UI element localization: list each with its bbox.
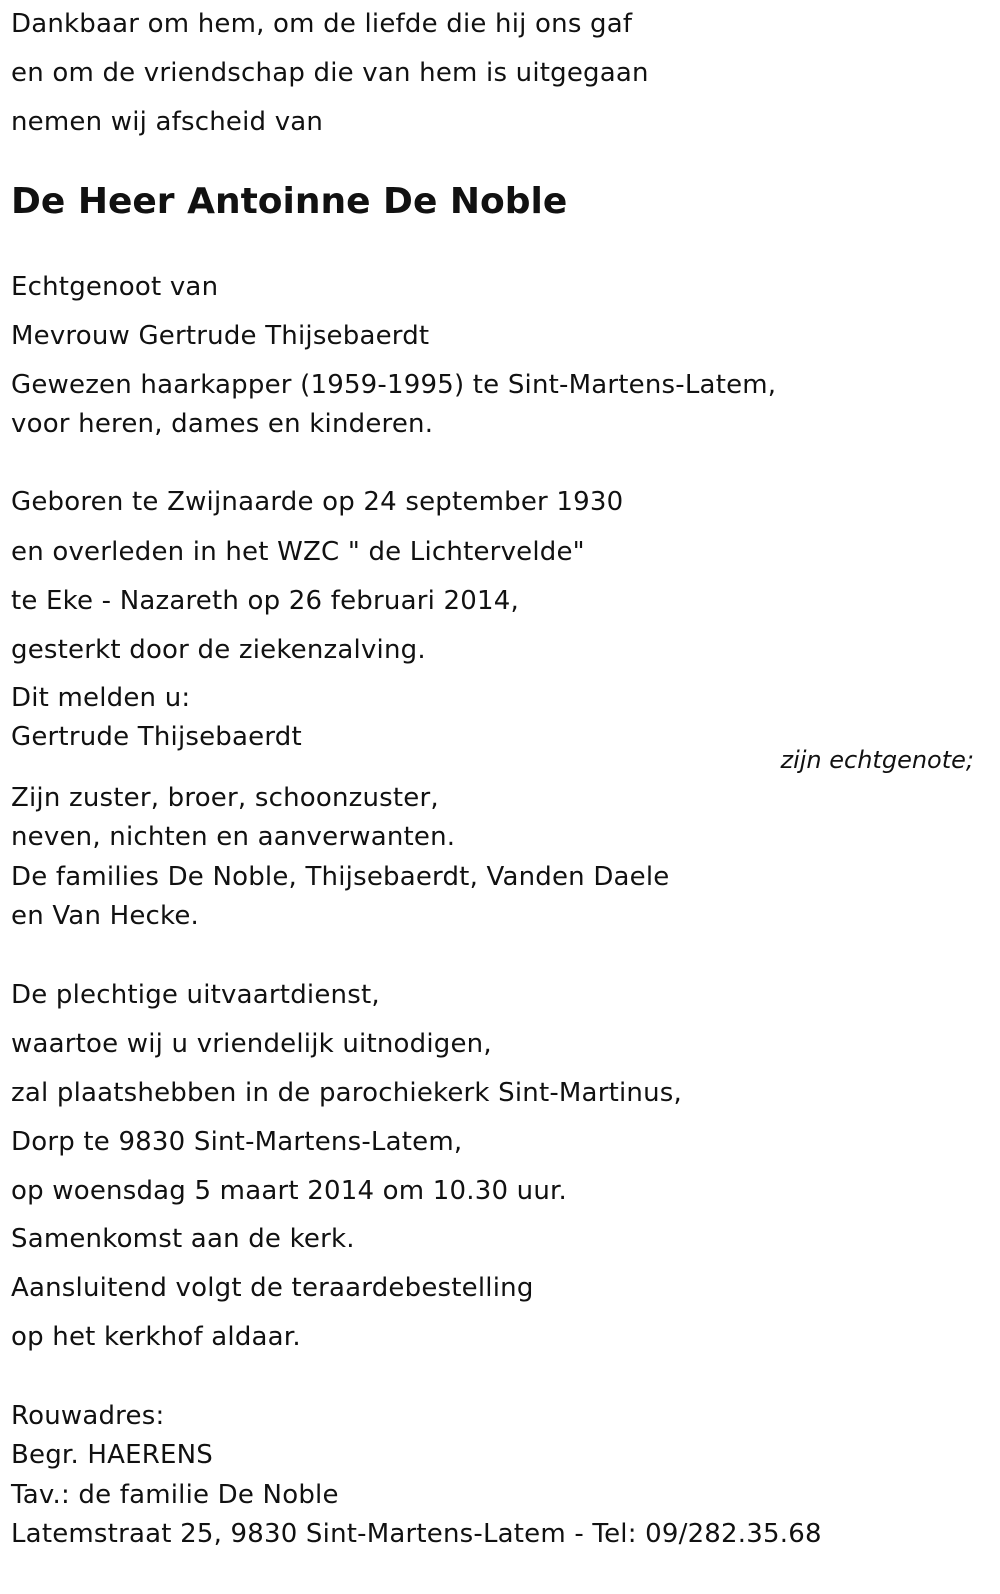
death-date-line: te Eke - Nazareth op 26 februari 2014, — [11, 586, 519, 616]
family-line-2: neven, nichten en aanverwanten. — [11, 822, 456, 852]
ceremony-line-1: De plechtige uitvaartdienst, — [11, 980, 380, 1010]
ceremony-line-4: Dorp te 9830 Sint-Martens-Latem, — [11, 1127, 463, 1157]
address-street-phone: Latemstraat 25, 9830 Sint-Martens-Latem - Tel: 09/282.35.68 — [11, 1519, 822, 1549]
profession-line-2: voor heren, dames en kinderen. — [11, 409, 434, 439]
announcers-intro: Dit melden u: — [11, 683, 191, 713]
address-label: Rouwadres: — [11, 1401, 165, 1431]
ceremony-line-3: zal plaatshebben in de parochiekerk Sint-Martinus, — [11, 1078, 682, 1108]
address-attention: Tav.: de familie De Noble — [11, 1480, 339, 1510]
spouse-intro: Echtgenoot van — [11, 272, 219, 302]
family-line-4: en Van Hecke. — [11, 901, 200, 931]
family-line-3: De families De Noble, Thijsebaerdt, Vanden Daele — [11, 862, 670, 892]
sacrament-line: gesterkt door de ziekenzalving. — [11, 635, 426, 665]
ceremony-line-2: waartoe wij u vriendelijk uitnodigen, — [11, 1029, 492, 1059]
ceremony-line-8: op het kerkhof aldaar. — [11, 1322, 301, 1352]
ceremony-line-6: Samenkomst aan de kerk. — [11, 1224, 355, 1254]
intro-line-3: nemen wij afscheid van — [11, 107, 324, 137]
intro-line-2: en om de vriendschap die van hem is uitgegaan — [11, 58, 649, 88]
widow-role: zijn echtgenote; — [780, 746, 974, 774]
birth-line: Geboren te Zwijnaarde op 24 september 1930 — [11, 487, 624, 517]
death-place-line: en overleden in het WZC " de Lichtervelde" — [11, 537, 585, 567]
widow-name: Gertrude Thijsebaerdt — [11, 722, 302, 752]
profession-line-1: Gewezen haarkapper (1959-1995) te Sint-Martens-Latem, — [11, 370, 777, 400]
deceased-name: De Heer Antoinne De Noble — [11, 181, 568, 222]
family-line-1: Zijn zuster, broer, schoonzuster, — [11, 783, 439, 813]
ceremony-line-5: op woensdag 5 maart 2014 om 10.30 uur. — [11, 1176, 567, 1206]
intro-line-1: Dankbaar om hem, om de liefde die hij ons gaf — [11, 9, 633, 39]
spouse-name: Mevrouw Gertrude Thijsebaerdt — [11, 321, 430, 351]
funeral-home: Begr. HAERENS — [11, 1440, 213, 1470]
ceremony-line-7: Aansluitend volgt de teraardebestelling — [11, 1273, 534, 1303]
